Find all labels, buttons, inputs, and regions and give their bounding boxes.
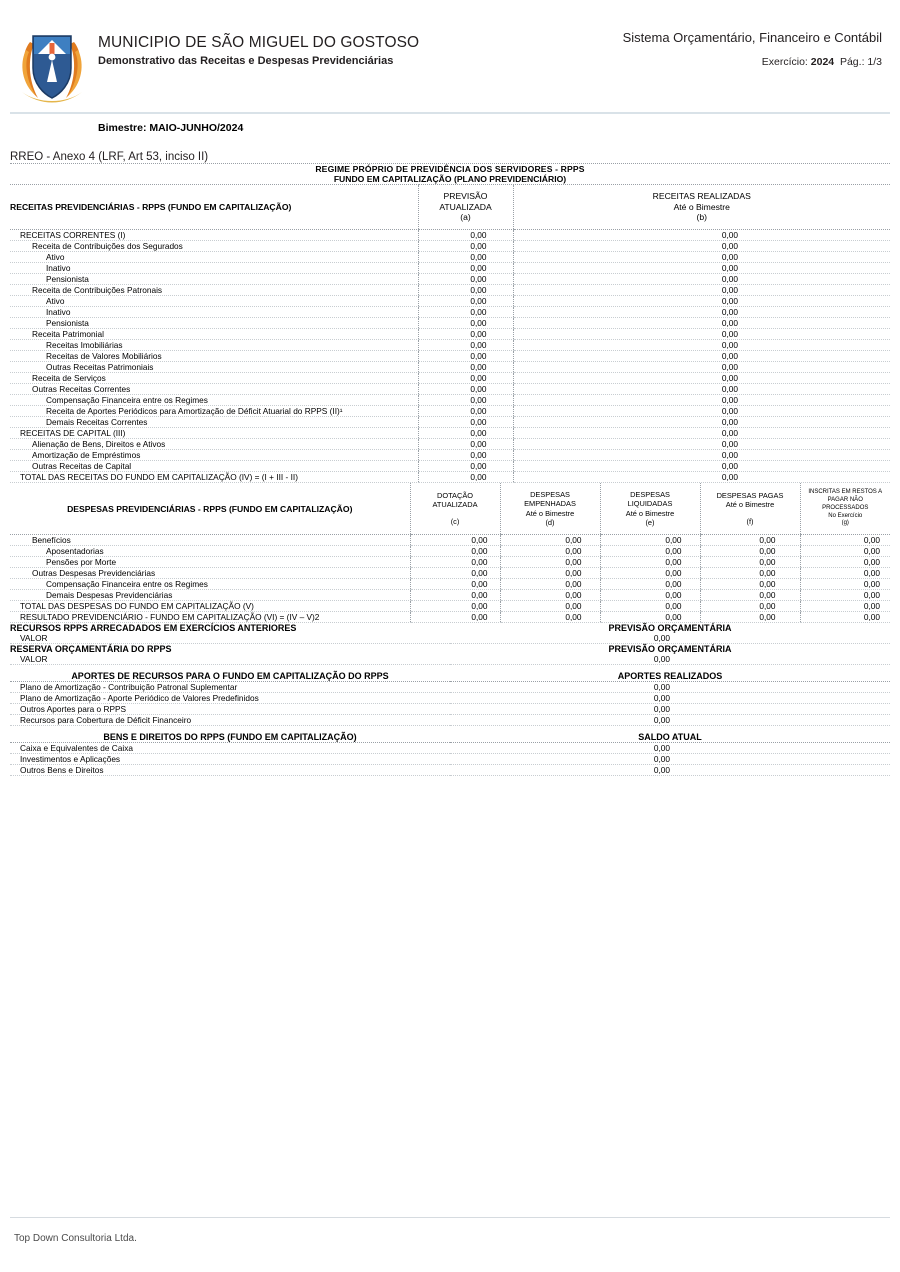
row-label: Recursos para Cobertura de Déficit Financeiro (10, 715, 450, 726)
aportes-header (10, 671, 890, 682)
footer-text: Top Down Consultoria Ltda. (14, 1233, 137, 1244)
header-right-block (623, 30, 882, 68)
row-value-e: 0,00 (600, 612, 700, 623)
anexo-label: RREO - Anexo 4 (LRF, Art 53, inciso II) (10, 151, 209, 163)
reserva-header (10, 644, 890, 654)
row-label: Plano de Amortização - Aporte Periódico de Valores Predefinidos (10, 693, 450, 704)
table-row (10, 373, 890, 384)
band-row-2 (10, 174, 890, 185)
col-g-line5: (g) (841, 520, 849, 527)
row-value-b: 0,00 (513, 428, 890, 439)
row-value-a: 0,00 (418, 230, 513, 241)
receitas-col-b (513, 185, 890, 230)
band-line-2: FUNDO EM CAPITALIZAÇÃO (PLANO PREVIDENCIÁRIO) (10, 174, 890, 185)
table-row (10, 633, 890, 644)
band-row-1 (10, 164, 890, 175)
table-row (10, 241, 890, 252)
table-row (10, 715, 890, 726)
table-row (10, 439, 890, 450)
row-value-b: 0,00 (513, 241, 890, 252)
row-value-d: 0,00 (500, 557, 600, 568)
document-header (10, 0, 890, 106)
row-label: Receita de Contribuições Patronais (10, 285, 418, 296)
table-row (10, 340, 890, 351)
table-row (10, 263, 890, 274)
despesas-col-f (700, 483, 800, 534)
row-value-a: 0,00 (418, 417, 513, 428)
row-value-c: 0,00 (410, 557, 500, 568)
col-b-line1: RECEITAS REALIZADAS (652, 191, 751, 201)
despesas-col-c (410, 483, 500, 534)
table-row (10, 329, 890, 340)
page-label: Pág.: 1/3 (839, 56, 882, 68)
row-value-e: 0,00 (600, 590, 700, 601)
despesas-col-d (500, 483, 600, 534)
exercicio-value: 2024 (810, 56, 835, 68)
row-value-f: 0,00 (700, 557, 800, 568)
header-divider (10, 112, 890, 114)
row-value-a: 0,00 (418, 307, 513, 318)
row-value-c: 0,00 (410, 590, 500, 601)
col-a-line1: PREVISÃO (443, 191, 488, 201)
row-value-a: 0,00 (418, 395, 513, 406)
col-c-line3: (c) (450, 517, 460, 527)
table-row (10, 557, 890, 568)
row-value-f: 0,00 (700, 535, 800, 546)
row-label: Pensionista (10, 274, 418, 285)
header-titles (98, 26, 419, 67)
row-value-f: 0,00 (700, 601, 800, 612)
row-value-d: 0,00 (500, 535, 600, 546)
bimestre-label: Bimestre: MAIO-JUNHO/2024 (98, 122, 244, 134)
row-value-a: 0,00 (418, 428, 513, 439)
col-a-line2: ATUALIZADA (439, 201, 492, 212)
row-label: Outras Receitas Patrimoniais (10, 362, 418, 373)
row-value-a: 0,00 (418, 318, 513, 329)
row-value: 0,00 (450, 743, 890, 754)
row-value-a: 0,00 (418, 373, 513, 384)
col-d-line4: (d) (545, 517, 555, 527)
row-label: TOTAL DAS DESPESAS DO FUNDO EM CAPITALIZAÇÃO (V) (10, 601, 410, 612)
row-label: Demais Despesas Previdenciárias (10, 590, 410, 601)
row-value-a: 0,00 (418, 384, 513, 395)
municipal-crest-icon (16, 24, 88, 106)
col-d-line1: DESPESAS (530, 490, 570, 500)
row-value-b: 0,00 (513, 417, 890, 428)
document-subtitle: Demonstrativo das Receitas e Despesas Previdenciárias (98, 55, 394, 67)
row-value-a: 0,00 (418, 362, 513, 373)
table-row (10, 704, 890, 715)
row-value-b: 0,00 (513, 450, 890, 461)
table-row (10, 318, 890, 329)
table-row (10, 296, 890, 307)
row-value-b: 0,00 (513, 384, 890, 395)
despesas-col-e (600, 483, 700, 534)
row-label: Outras Receitas Correntes (10, 384, 418, 395)
row-label: Receita de Contribuições dos Segurados (10, 241, 418, 252)
row-label: VALOR (10, 633, 450, 644)
row-value-b: 0,00 (513, 296, 890, 307)
col-b-line3: (b) (696, 212, 707, 223)
row-value-b: 0,00 (513, 373, 890, 384)
table-row (10, 754, 890, 765)
row-label: VALOR (10, 654, 450, 665)
row-value-f: 0,00 (700, 612, 800, 623)
recursos-anteriores-col-title: PREVISÃO ORÇAMENTÁRIA (608, 623, 732, 634)
row-value-b: 0,00 (513, 230, 890, 241)
row-value-b: 0,00 (513, 472, 890, 483)
despesas-title: DESPESAS PREVIDENCIÁRIAS - RPPS (FUNDO EM CAPITALIZAÇÃO) (10, 483, 410, 534)
bens-col-title: SALDO ATUAL (450, 732, 890, 743)
row-label: RECEITAS CORRENTES (I) (10, 230, 418, 241)
row-value-c: 0,00 (410, 568, 500, 579)
row-label: Investimentos e Aplicações (10, 754, 450, 765)
table-row (10, 428, 890, 439)
despesas-col-g (800, 483, 890, 534)
table-row (10, 252, 890, 263)
row-value: 0,00 (450, 693, 890, 704)
table-row (10, 307, 890, 318)
row-label: Amortização de Empréstimos (10, 450, 418, 461)
bens-title: BENS E DIREITOS DO RPPS (FUNDO EM CAPITALIZAÇÃO) (10, 732, 450, 743)
row-value-a: 0,00 (418, 263, 513, 274)
col-e-line4: (e) (645, 517, 655, 527)
row-label: Outras Receitas de Capital (10, 461, 418, 472)
despesas-table (10, 483, 890, 623)
table-row (10, 654, 890, 665)
row-value-b: 0,00 (513, 351, 890, 362)
row-value-b: 0,00 (513, 274, 890, 285)
row-value-f: 0,00 (700, 568, 800, 579)
row-value-g: 0,00 (800, 590, 890, 601)
table-row (10, 406, 890, 417)
col-a-line3: (a) (460, 212, 471, 223)
reserva-col-title: PREVISÃO ORÇAMENTÁRIA (608, 644, 732, 655)
col-d-line2: EMPENHADAS (524, 499, 576, 509)
row-value-a: 0,00 (418, 252, 513, 263)
row-value-b: 0,00 (513, 362, 890, 373)
row-label: Compensação Financeira entre os Regimes (10, 579, 410, 590)
row-label: Aposentadorias (10, 546, 410, 557)
row-value-c: 0,00 (410, 612, 500, 623)
row-value-g: 0,00 (800, 568, 890, 579)
table-row (10, 579, 890, 590)
receitas-col-a (418, 185, 513, 230)
row-label: Pensionista (10, 318, 418, 329)
row-value-a: 0,00 (418, 329, 513, 340)
table-row (10, 693, 890, 704)
table-row (10, 743, 890, 754)
col-f-line2: Até o Bimestre (725, 500, 775, 510)
row-value-a: 0,00 (418, 274, 513, 285)
row-value-f: 0,00 (700, 590, 800, 601)
col-b-line2: Até o Bimestre (673, 201, 730, 212)
row-value-b: 0,00 (513, 285, 890, 296)
row-value-f: 0,00 (700, 546, 800, 557)
row-value-d: 0,00 (500, 568, 600, 579)
receitas-table (10, 163, 890, 483)
row-value-b: 0,00 (513, 307, 890, 318)
table-row (10, 765, 890, 776)
row-value-a: 0,00 (418, 450, 513, 461)
row-label: Receitas de Valores Mobiliários (10, 351, 418, 362)
row-label: Outros Aportes para o RPPS (10, 704, 450, 715)
row-value-g: 0,00 (800, 612, 890, 623)
table-row (10, 351, 890, 362)
aportes-table (10, 665, 890, 726)
row-label: Caixa e Equivalentes de Caixa (10, 743, 450, 754)
row-value-e: 0,00 (600, 535, 700, 546)
organization-name: MUNICIPIO DE SÃO MIGUEL DO GOSTOSO (98, 34, 420, 51)
col-g-line4: No Exercício (828, 512, 863, 519)
recursos-anteriores-table (10, 623, 890, 644)
row-value-a: 0,00 (418, 351, 513, 362)
receitas-header-row (10, 185, 890, 230)
row-label: Demais Receitas Correntes (10, 417, 418, 428)
row-label: Outros Bens e Direitos (10, 765, 450, 776)
row-value-a: 0,00 (418, 285, 513, 296)
row-value: 0,00 (450, 654, 890, 665)
row-label: Receita de Serviços (10, 373, 418, 384)
table-row (10, 274, 890, 285)
col-f-line3: (f) (746, 517, 754, 527)
table-row (10, 612, 890, 623)
table-row (10, 535, 890, 546)
row-value-c: 0,00 (410, 579, 500, 590)
row-value-e: 0,00 (600, 546, 700, 557)
row-value: 0,00 (450, 682, 890, 693)
table-row (10, 682, 890, 693)
row-value-g: 0,00 (800, 579, 890, 590)
col-e-line2: LIQUIDADAS (627, 499, 673, 509)
system-name: Sistema Orçamentário, Financeiro e Contábil (622, 30, 882, 45)
col-d-line3: Até o Bimestre (525, 508, 575, 518)
row-value-b: 0,00 (513, 439, 890, 450)
table-row (10, 601, 890, 612)
row-value-a: 0,00 (418, 340, 513, 351)
table-row (10, 472, 890, 483)
col-g-line3: PROCESSADOS (822, 504, 869, 511)
row-label: Plano de Amortização - Contribuição Patronal Suplementar (10, 682, 450, 693)
receitas-title: RECEITAS PREVIDENCIÁRIAS - RPPS (FUNDO EM CAPITALIZAÇÃO) (10, 185, 418, 230)
row-value-f: 0,00 (700, 579, 800, 590)
row-value-a: 0,00 (418, 439, 513, 450)
row-value-d: 0,00 (500, 590, 600, 601)
row-value-b: 0,00 (513, 461, 890, 472)
row-value-b: 0,00 (513, 252, 890, 263)
table-row (10, 362, 890, 373)
row-value-g: 0,00 (800, 546, 890, 557)
row-label: Receitas Imobiliárias (10, 340, 418, 351)
exercicio-label: Exercício: (761, 56, 808, 68)
row-value-e: 0,00 (600, 568, 700, 579)
row-value-c: 0,00 (410, 601, 500, 612)
recursos-anteriores-title: RECURSOS RPPS ARRECADADOS EM EXERCÍCIOS ANTERIORES (10, 623, 297, 634)
row-label: Compensação Financeira entre os Regimes (10, 395, 418, 406)
row-label: Receita Patrimonial (10, 329, 418, 340)
table-row (10, 285, 890, 296)
row-label: Inativo (10, 263, 418, 274)
row-label: Benefícios (10, 535, 410, 546)
row-value-e: 0,00 (600, 579, 700, 590)
row-label: Receita de Aportes Periódicos para Amortização de Déficit Atuarial do RPPS (II)¹ (10, 406, 418, 417)
row-value: 0,00 (450, 633, 890, 644)
row-label: Ativo (10, 296, 418, 307)
col-e-line1: DESPESAS (630, 490, 670, 500)
row-value: 0,00 (450, 715, 890, 726)
row-value-b: 0,00 (513, 395, 890, 406)
row-label: Inativo (10, 307, 418, 318)
table-row (10, 568, 890, 579)
bens-header (10, 732, 890, 743)
row-value: 0,00 (450, 754, 890, 765)
row-value-d: 0,00 (500, 601, 600, 612)
row-value-e: 0,00 (600, 601, 700, 612)
row-value-b: 0,00 (513, 318, 890, 329)
row-value-d: 0,00 (500, 546, 600, 557)
row-label: Alienação de Bens, Direitos e Ativos (10, 439, 418, 450)
row-value-a: 0,00 (418, 406, 513, 417)
table-row (10, 450, 890, 461)
row-value-g: 0,00 (800, 601, 890, 612)
band-line-1: REGIME PRÓPRIO DE PREVIDÊNCIA DOS SERVIDORES - RPPS (10, 164, 890, 175)
row-label: RESULTADO PREVIDENCIÁRIO - FUNDO EM CAPITALIZAÇÃO (VI) = (IV – V)2 (10, 612, 410, 623)
row-value: 0,00 (450, 765, 890, 776)
row-value-b: 0,00 (513, 340, 890, 351)
row-value-a: 0,00 (418, 241, 513, 252)
row-label: Pensões por Morte (10, 557, 410, 568)
row-value-c: 0,00 (410, 535, 500, 546)
despesas-header-row (10, 483, 890, 534)
col-c-line1: DOTAÇÃO (437, 490, 473, 500)
col-f-line1: DESPESAS PAGAS (716, 490, 784, 500)
bens-table (10, 726, 890, 776)
table-row (10, 461, 890, 472)
col-e-line3: Até o Bimestre (625, 508, 675, 518)
row-value-g: 0,00 (800, 535, 890, 546)
row-value-b: 0,00 (513, 263, 890, 274)
reserva-title: RESERVA ORÇAMENTÁRIA DO RPPS (10, 644, 172, 655)
col-g-line2: PAGAR NÃO (827, 497, 863, 503)
row-label: RECEITAS DE CAPITAL (III) (10, 428, 418, 439)
row-value: 0,00 (450, 704, 890, 715)
col-c-line2: ATUALIZADA (432, 500, 478, 510)
reserva-table (10, 644, 890, 665)
row-value-d: 0,00 (500, 612, 600, 623)
table-row (10, 395, 890, 406)
col-g-line1: INSCRITAS EM RESTOS A (808, 489, 883, 496)
table-row (10, 546, 890, 557)
row-value-a: 0,00 (418, 296, 513, 307)
aportes-title: APORTES DE RECURSOS PARA O FUNDO EM CAPITALIZAÇÃO DO RPPS (10, 671, 450, 682)
row-label: TOTAL DAS RECEITAS DO FUNDO EM CAPITALIZAÇÃO (IV) = (I + III - II) (10, 472, 418, 483)
aportes-col-title: APORTES REALIZADOS (450, 671, 890, 682)
row-label: Ativo (10, 252, 418, 263)
recursos-anteriores-header (10, 623, 890, 633)
row-value-e: 0,00 (600, 557, 700, 568)
row-value-b: 0,00 (513, 406, 890, 417)
table-row (10, 384, 890, 395)
row-value-c: 0,00 (410, 546, 500, 557)
table-row (10, 590, 890, 601)
row-value-d: 0,00 (500, 579, 600, 590)
exercicio-line (623, 56, 882, 68)
table-row (10, 417, 890, 428)
row-value-g: 0,00 (800, 557, 890, 568)
footer-divider (10, 1217, 890, 1218)
table-row (10, 230, 890, 241)
row-value-a: 0,00 (418, 472, 513, 483)
row-value-b: 0,00 (513, 329, 890, 340)
row-value-a: 0,00 (418, 461, 513, 472)
row-label: Outras Despesas Previdenciárias (10, 568, 410, 579)
